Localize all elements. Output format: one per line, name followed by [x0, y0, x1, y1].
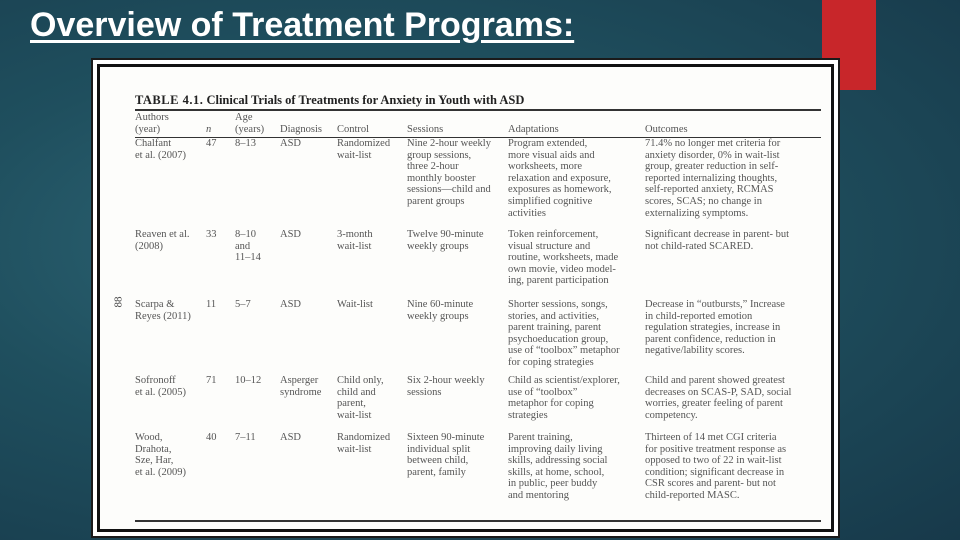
cell-line: Token reinforcement, [508, 229, 599, 240]
cell-line: sessions [407, 386, 442, 398]
cell-control [337, 299, 407, 375]
cell-line: Shorter sessions, songs, [508, 299, 608, 310]
cell-line: parent, family [407, 466, 466, 478]
cell-line: Reyes (2011) [135, 310, 191, 322]
cell-authors [135, 229, 206, 299]
cell-line: wait-list [337, 240, 372, 252]
cell-line: ASD [280, 229, 302, 240]
cell-line: Wood, [135, 432, 163, 443]
cell-line: between child, [407, 455, 469, 467]
cell-line: weekly groups [407, 310, 469, 322]
scanned-table-image [91, 58, 840, 538]
header-control: Control [337, 123, 370, 135]
cell-line: Child only, [337, 375, 384, 386]
cell-line: Scarpa & [135, 299, 175, 310]
cell-line: parent, [337, 398, 366, 410]
cell-line: scores, SCAS; no change in [645, 195, 762, 207]
cell-line: ing, parent participation [508, 275, 609, 287]
cell-authors [135, 375, 206, 432]
header-n: n [206, 123, 212, 135]
cell-line: 11 [206, 299, 217, 310]
cell-line: child and [337, 386, 376, 398]
cell-line: stories, and activities, [508, 310, 599, 322]
cell-line: Sze, Har, [135, 455, 174, 467]
cell-line: weekly groups [407, 240, 469, 252]
cell-diagnosis [280, 375, 337, 432]
cell-sessions [407, 375, 508, 432]
cell-line: 40 [206, 432, 217, 443]
cell-age [235, 138, 280, 229]
cell-authors [135, 432, 206, 532]
cell-line: Drahota, [135, 443, 172, 455]
header-adaptations: Adaptations [508, 123, 559, 135]
cell-control [337, 229, 407, 299]
cell-line: Child and parent showed greatest [645, 375, 785, 386]
cell-sessions [407, 229, 508, 299]
cell-line: 8–13 [235, 138, 256, 149]
cell-line: improving daily living [508, 443, 603, 455]
cell-line: Chalfant [135, 138, 172, 149]
cell-line: in public, peer buddy [508, 478, 598, 490]
cell-outcomes [645, 229, 815, 299]
header-diagnosis: Diagnosis [280, 123, 322, 135]
cell-line: Decrease in “outbursts,” Increase [645, 299, 785, 310]
cell-line: 33 [206, 229, 217, 240]
cell-line: Program extended, [508, 138, 588, 149]
cell-control [337, 432, 407, 532]
cell-line: use of “toolbox” [508, 386, 578, 398]
cell-line: parent confidence, reduction in [645, 333, 776, 345]
cell-sessions [407, 432, 508, 532]
cell-n [206, 375, 235, 432]
slide-title: Overview of Treatment Programs: [30, 6, 575, 44]
cell-authors [135, 138, 206, 229]
cell-line: routine, worksheets, made [508, 252, 619, 264]
cell-outcomes [645, 138, 815, 229]
cell-line: parent groups [407, 195, 465, 207]
cell-line: competency. [645, 409, 698, 421]
top-rule [135, 109, 821, 111]
header-outcomes: Outcomes [645, 123, 688, 135]
cell-line: Nine 2-hour weekly [407, 138, 491, 149]
cell-line: strategies [508, 409, 548, 421]
cell-line: Wait-list [337, 299, 373, 310]
cell-line: use of “toolbox” metaphor [508, 345, 620, 357]
cell-adaptations [508, 375, 645, 432]
cell-line: relaxation and exposure, [508, 172, 611, 184]
cell-line: et al. (2009) [135, 466, 187, 478]
cell-line: 10–12 [235, 375, 262, 386]
cell-age [235, 432, 280, 532]
cell-sessions [407, 299, 508, 375]
cell-line: worksheets, more [508, 161, 583, 173]
cell-n [206, 299, 235, 375]
cell-line: individual split [407, 443, 471, 455]
cell-n [206, 432, 235, 532]
cell-line: wait-list [337, 443, 372, 455]
cell-n [206, 229, 235, 299]
cell-line: monthly booster [407, 172, 476, 184]
cell-line: decreases on SCAS-P, SAD, social [645, 386, 792, 398]
cell-line: syndrome [280, 386, 322, 398]
cell-age [235, 299, 280, 375]
cell-line: ASD [280, 299, 302, 310]
table-title-text: Clinical Trials of Treatments for Anxiety in Youth with ASD [206, 93, 525, 107]
cell-line: group, greater reduction in self- [645, 161, 779, 173]
cell-line: Thirteen of 14 met CGI criteria [645, 432, 777, 443]
cell-line: 71.4% no longer met criteria for [645, 138, 781, 149]
cell-diagnosis [280, 138, 337, 229]
cell-control [337, 375, 407, 432]
header-age: Age (years) [235, 112, 265, 135]
table-row [135, 432, 821, 532]
cell-line: reported internalizing thoughts, [645, 172, 778, 184]
cell-line: metaphor for coping [508, 398, 594, 410]
page-number: 88 [112, 296, 125, 308]
cell-line: Randomized [337, 432, 391, 443]
cell-line: Child as scientist/explorer, [508, 375, 620, 386]
cell-line: (2008) [135, 240, 163, 252]
cell-diagnosis [280, 229, 337, 299]
cell-adaptations [508, 432, 645, 532]
cell-line: and mentoring [508, 489, 569, 501]
cell-line: 7–11 [235, 432, 256, 443]
cell-line: child-reported MASC. [645, 489, 740, 501]
table-row [135, 299, 821, 375]
cell-line: wait-list [337, 149, 372, 161]
cell-line: Reaven et al. [135, 229, 190, 240]
cell-line: 71 [206, 375, 217, 386]
cell-outcomes [645, 299, 815, 375]
cell-line: opposed to two of 22 in wait-list [645, 455, 782, 467]
cell-line: anxiety disorder, 0% in wait-list [645, 149, 780, 161]
header-sessions: Sessions [407, 123, 444, 135]
table-header-row [135, 112, 821, 137]
cell-line: more visual aids and [508, 149, 595, 161]
table-page [97, 64, 834, 532]
cell-line: 47 [206, 138, 217, 149]
table-number: TABLE 4.1. [135, 93, 204, 107]
table-row [135, 138, 821, 229]
table-caption [135, 93, 821, 108]
cell-line: visual structure and [508, 240, 591, 252]
cell-line: parent training, parent [508, 322, 602, 334]
cell-diagnosis [280, 432, 337, 532]
cell-n [206, 138, 235, 229]
cell-line: worries, greater feeling of parent [645, 398, 783, 410]
cell-outcomes [645, 432, 815, 532]
cell-line: et al. (2005) [135, 386, 187, 398]
cell-line: externalizing symptoms. [645, 207, 749, 219]
cell-line: condition; significant decrease in [645, 466, 785, 478]
cell-line: in child-reported emotion [645, 310, 753, 322]
cell-line: not child-rated SCARED. [645, 240, 754, 252]
cell-age [235, 229, 280, 299]
cell-line: Asperger [280, 375, 319, 386]
table-row [135, 229, 821, 299]
cell-line: Nine 60-minute [407, 299, 474, 310]
cell-line: wait-list [337, 409, 372, 421]
cell-line: Twelve 90-minute [407, 229, 484, 240]
cell-line: Six 2-hour weekly [407, 375, 485, 386]
cell-line: for coping strategies [508, 356, 594, 368]
cell-line: skills, addressing social [508, 455, 608, 467]
cell-line: CSR scores and parent- but not [645, 478, 776, 490]
cell-line: regulation strategies, increase in [645, 322, 781, 334]
cell-line: for positive treatment response as [645, 443, 787, 455]
cell-line: Significant decrease in parent- but [645, 229, 790, 240]
cell-line: self-reported anxiety, RCMAS [645, 184, 774, 196]
cell-adaptations [508, 229, 645, 299]
cell-line: Sixteen 90-minute [407, 432, 485, 443]
cell-line: psychoeducation group, [508, 333, 609, 345]
cell-age [235, 375, 280, 432]
cell-adaptations [508, 138, 645, 229]
cell-line: own movie, video model- [508, 263, 616, 275]
cell-line: 3-month [337, 229, 373, 240]
cell-line: sessions—child and [407, 184, 491, 196]
cell-line: ASD [280, 432, 302, 443]
cell-line: Parent training, [508, 432, 573, 443]
cell-line: activities [508, 207, 546, 219]
cell-line: skills, at home, school, [508, 466, 605, 478]
cell-line: Randomized [337, 138, 391, 149]
cell-sessions [407, 138, 508, 229]
treatment-table [135, 112, 821, 532]
cell-line: et al. (2007) [135, 149, 187, 161]
cell-line: negative/lability scores. [645, 345, 745, 357]
cell-line: and [235, 240, 251, 252]
cell-authors [135, 299, 206, 375]
cell-line: simplified cognitive [508, 195, 593, 207]
cell-line: group sessions, [407, 149, 472, 161]
cell-control [337, 138, 407, 229]
cell-diagnosis [280, 299, 337, 375]
cell-outcomes [645, 375, 815, 432]
cell-line: exposures as homework, [508, 184, 612, 196]
cell-adaptations [508, 299, 645, 375]
cell-line: three 2-hour [407, 161, 459, 173]
header-authors: Authors (year) [135, 112, 169, 135]
table-row [135, 375, 821, 432]
cell-line: ASD [280, 138, 302, 149]
cell-line: Sofronoff [135, 375, 176, 386]
cell-line: 11–14 [235, 252, 261, 264]
table-body [135, 138, 821, 532]
cell-line: 8–10 [235, 229, 256, 240]
cell-line: 5–7 [235, 299, 251, 310]
